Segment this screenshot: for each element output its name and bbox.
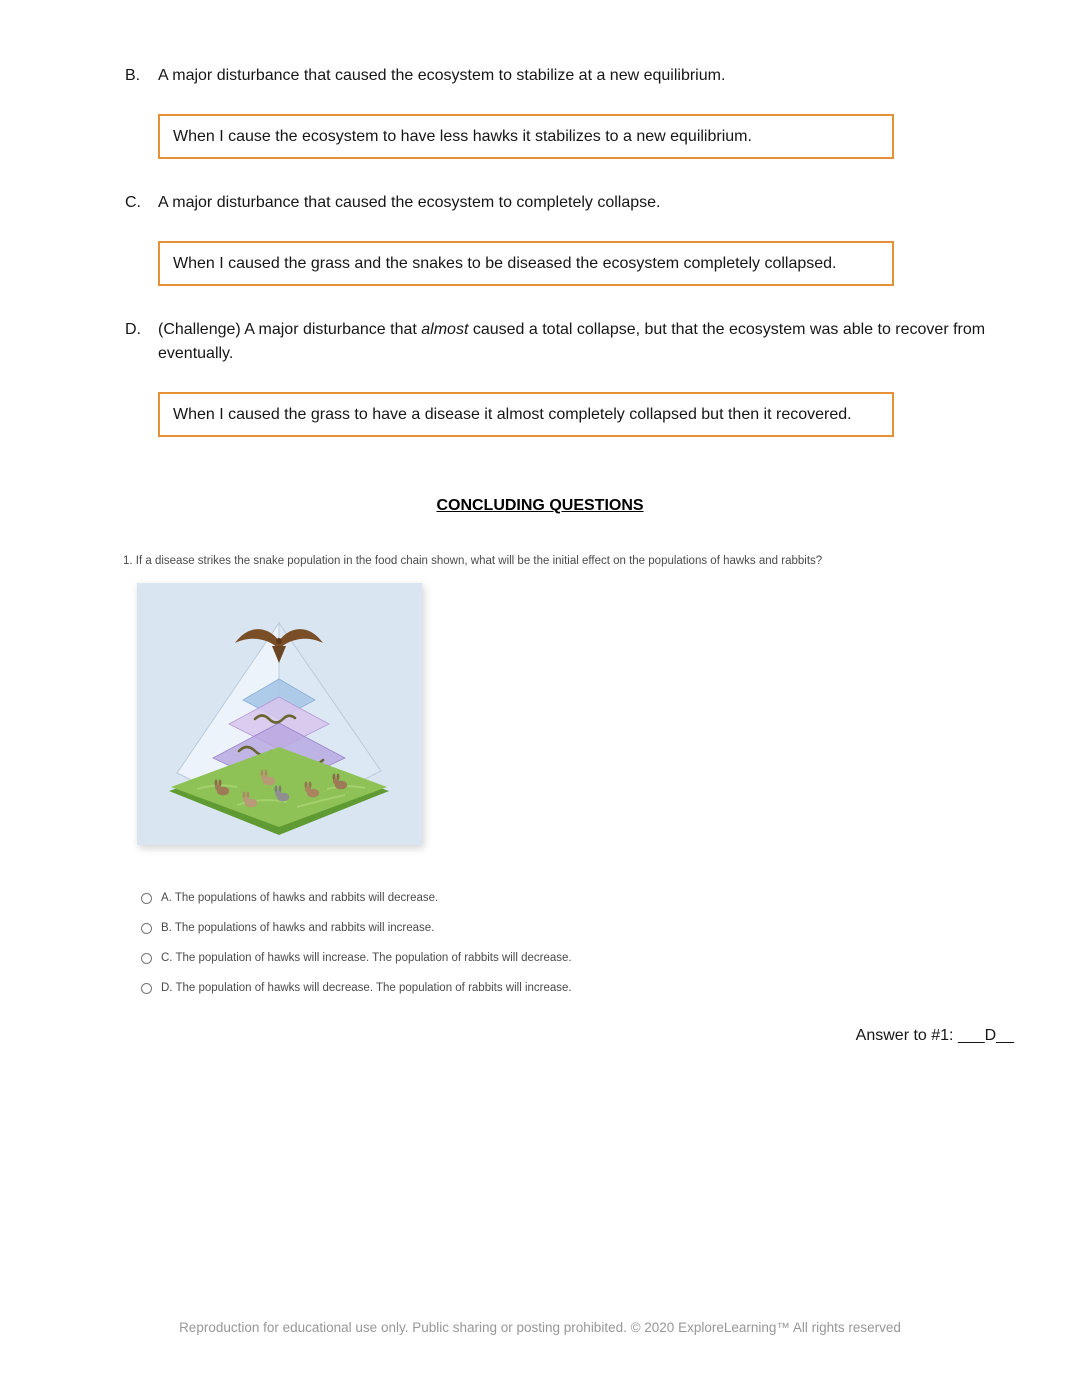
section-heading: CONCLUDING QUESTIONS bbox=[436, 497, 644, 514]
item-D bbox=[125, 318, 1014, 437]
item-prompt bbox=[158, 318, 990, 366]
answer-text: When I caused the grass to have a disease it almost completely collapsed but then it recovered. bbox=[173, 406, 852, 423]
answer-text: When I cause the ecosystem to have less hawks it stabilizes to a new equilibrium. bbox=[173, 128, 752, 145]
option-a[interactable] bbox=[141, 883, 1014, 913]
item-prompt-pre: (Challenge) A major disturbance that bbox=[158, 321, 422, 338]
option-d-label: D. The population of hawks will decrease. The population of rabbits will increase. bbox=[161, 982, 572, 994]
option-c[interactable] bbox=[141, 943, 1014, 973]
question-1-options bbox=[141, 883, 1014, 1003]
answer-box-C[interactable] bbox=[158, 241, 894, 286]
question-1-text: 1. If a disease strikes the snake population in the food chain shown, what will be the initial effect on the populations of hawks and rabbits? bbox=[123, 555, 823, 567]
item-C bbox=[125, 191, 1014, 286]
item-prompt: A major disturbance that caused the ecosystem to completely collapse. bbox=[158, 194, 661, 211]
option-b[interactable] bbox=[141, 913, 1014, 943]
answer-box-D[interactable] bbox=[158, 392, 894, 437]
item-B bbox=[125, 64, 1014, 159]
item-B-prompt-row bbox=[125, 64, 1014, 88]
answer-line: Answer to #1: ___D__ bbox=[855, 1027, 1014, 1044]
option-c-label: C. The population of hawks will increase. The population of rabbits will decrease. bbox=[161, 952, 572, 964]
answer-text: When I caused the grass and the snakes to be diseased the ecosystem completely collapsed. bbox=[173, 255, 837, 272]
footer-text: Reproduction for educational use only. Public sharing or posting prohibited. © 2020 ExploreLearning™ All rights reserved bbox=[179, 1320, 901, 1335]
radio-icon[interactable] bbox=[141, 923, 152, 934]
option-a-label: A. The populations of hawks and rabbits will decrease. bbox=[161, 892, 439, 904]
item-C-prompt-row bbox=[125, 191, 1014, 215]
food-pyramid-image bbox=[137, 583, 422, 845]
option-d[interactable] bbox=[141, 973, 1014, 1003]
item-prompt-emphasis: almost bbox=[421, 321, 469, 338]
item-label: B. bbox=[125, 67, 141, 84]
item-label: C. bbox=[125, 194, 141, 211]
item-D-prompt-row bbox=[125, 318, 1014, 366]
radio-icon[interactable] bbox=[141, 893, 152, 904]
radio-icon[interactable] bbox=[141, 953, 152, 964]
item-label: D. bbox=[125, 321, 141, 338]
radio-icon[interactable] bbox=[141, 983, 152, 994]
item-prompt: A major disturbance that caused the ecosystem to stabilize at a new equilibrium. bbox=[158, 67, 726, 84]
answer-box-B[interactable] bbox=[158, 114, 894, 159]
option-b-label: B. The populations of hawks and rabbits will increase. bbox=[161, 922, 435, 934]
item-prompt-post: caused a total collapse, but that the ecosystem was able to recover from eventually. bbox=[158, 321, 986, 362]
energy-pyramid-graphic bbox=[137, 583, 422, 845]
